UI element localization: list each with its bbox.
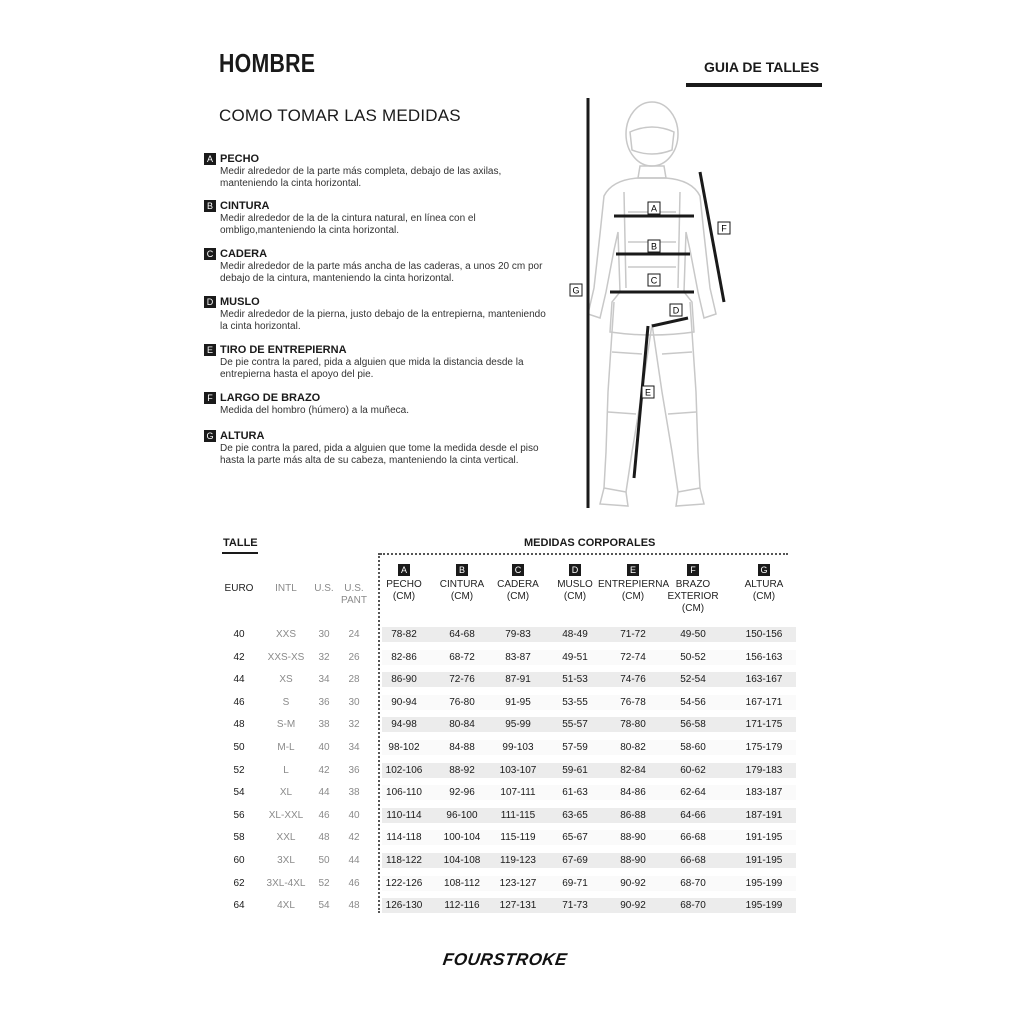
table-cell: 50 [233,741,245,753]
table-cell: 50-52 [680,651,706,663]
table-cell: 36 [348,764,360,776]
table-cell: 40 [233,629,245,640]
measure-column-letter: F [687,564,699,576]
table-row [222,898,796,921]
table-cell: 92-96 [449,787,475,799]
table-cell: XXS [275,629,296,640]
thigh-measure-line [652,318,688,326]
table-cell: XXL [276,832,296,844]
table-cell: 51-53 [562,674,588,686]
table-cell: 34 [348,741,360,753]
measure-column-title: PECHO (CM) [386,579,422,602]
measure-name: ALTURA [220,430,265,442]
page-title: HOMBRE [219,48,316,78]
measure-letter-badge: C [204,248,216,260]
inseam-measure-line [634,326,648,478]
table-row [222,717,796,740]
figure-labels [570,202,730,398]
table-row [222,650,796,673]
measure-column-title: ALTURA (CM) [744,579,784,602]
table-cell: XXS-XS [267,651,305,663]
table-row [222,876,796,899]
measure-name: CADERA [220,248,268,260]
medidas-label: MEDIDAS CORPORALES [524,537,656,549]
table-cell: 191-195 [745,854,783,866]
measure-name: PECHO [220,153,260,165]
table-row [222,853,796,876]
measure-description: Medir alrededor de la de la cintura natural, en línea con el ombligo,manteniendo la cinta horizontal. [220,213,476,236]
measure-letter-badge: E [204,344,216,356]
table-cell: 48 [348,900,360,912]
table-cell: 44 [348,854,360,866]
measure-column-title: BRAZO EXTERIOR (CM) [667,579,719,614]
table-cell: S [282,696,290,708]
table-cell: 78-82 [391,629,417,640]
talle-underline [222,552,258,554]
table-cell: 195-199 [745,900,783,912]
figure-label-g: G [572,285,580,296]
table-cell: M-L [277,741,295,753]
table-cell: 66-68 [680,854,706,866]
figure-label-c: C [650,275,658,286]
measure-column-header [435,564,489,603]
measure-column-title: CADERA (CM) [497,579,539,602]
table-cell: 40 [318,741,330,753]
measure-description: Medir alrededor de la parte más ancha de las caderas, a unos 20 cm por debajo de la cintura, manteniendo la cinta horizontal. [220,261,543,284]
guide-label: GUIA DE TALLES [704,59,820,75]
table-cell: 54-56 [680,696,706,708]
table-cell: 62-64 [680,787,706,799]
size-table-body [222,627,796,921]
table-cell: 99-103 [502,741,534,753]
measure-column-title: ENTREPIERNA (CM) [598,579,670,602]
measure-name: CINTURA [220,200,270,212]
measure-column-letter: A [398,564,410,576]
size-column-header: U.S. PANT [341,583,367,606]
table-cell: 179-183 [745,764,783,776]
measure-column-letter: E [627,564,639,576]
table-cell: 42 [318,764,330,776]
dotted-rule-horizontal [380,553,788,555]
measure-column-letter: B [456,564,468,576]
table-cell: 167-171 [745,696,783,708]
table-cell: 100-104 [443,832,481,844]
table-row [222,785,796,808]
measure-column-title: CINTURA (CM) [439,579,485,602]
table-cell: 119-123 [500,854,536,866]
measure-column-header [491,564,545,603]
table-cell: 86-90 [391,674,417,686]
figure-label-d: D [672,305,680,316]
table-cell: 82-84 [620,764,646,776]
table-cell: 46 [233,696,245,708]
table-cell: 26 [348,651,360,663]
table-cell: 42 [348,832,360,844]
table-row [222,808,796,831]
measure-heading [204,343,554,357]
table-cell: 82-86 [391,651,417,663]
table-cell: 107-111 [500,787,536,799]
guide-underline [686,83,822,87]
figure-label-b: B [650,241,658,252]
table-cell: 76-78 [620,696,646,708]
table-cell: 54 [233,787,245,799]
body-figure-illustration [548,92,788,512]
measure-column-letter: C [512,564,524,576]
table-cell: 58-60 [680,741,706,753]
table-cell: 112-116 [444,900,480,912]
figure-label-f: F [721,223,727,234]
table-row [222,763,796,786]
table-cell: 68-70 [680,900,706,912]
measure-letter-badge: D [204,296,216,308]
table-cell: 56-58 [680,719,706,731]
table-cell: 91-95 [505,696,531,708]
table-cell: 94-98 [391,719,417,731]
table-cell: 84-86 [620,787,646,799]
table-cell: 65-67 [562,832,588,844]
rider-outline [588,102,716,506]
table-cell: 36 [318,696,330,708]
measure-heading [204,429,554,443]
table-cell: 59-61 [562,764,588,776]
table-cell: 52-54 [680,674,706,686]
table-cell: 106-110 [386,787,422,799]
table-cell: 87-91 [505,674,531,686]
table-cell: 60 [233,854,245,866]
figure-label-a: A [650,203,658,214]
table-cell: 53-55 [562,696,588,708]
table-cell: 64 [233,900,245,912]
table-cell: 46 [318,809,330,821]
table-cell: 49-51 [562,651,588,663]
table-cell: L [283,764,289,776]
table-cell: 48-49 [562,629,588,640]
table-cell: 72-76 [449,674,475,686]
table-cell: 55-57 [562,719,588,731]
table-cell: 74-76 [620,674,646,686]
table-cell: 66-68 [680,832,706,844]
table-cell: 98-102 [388,741,420,753]
table-row [222,672,796,695]
table-cell: 104-108 [443,854,481,866]
table-cell: 64-68 [449,629,475,640]
table-cell: 64-66 [680,809,706,821]
table-cell: 24 [348,629,360,640]
table-cell: 68-72 [449,651,475,663]
table-row [222,695,796,718]
table-cell: 115-119 [500,832,536,844]
size-column-header: U.S. [314,583,334,594]
measure-item [204,295,554,332]
table-cell: 67-69 [562,854,588,866]
table-cell: 50 [318,854,330,866]
table-row [222,830,796,853]
table-cell: 83-87 [505,651,531,663]
table-cell: 118-122 [386,854,422,866]
table-cell: 63-65 [562,809,588,821]
table-cell: 52 [233,764,245,776]
table-cell: 44 [318,787,330,799]
size-column-header: EURO [224,583,254,594]
table-cell: 102-106 [385,764,423,776]
table-cell: 58 [233,832,245,844]
table-cell: 88-90 [620,832,646,844]
measure-item [204,391,554,417]
measure-name: MUSLO [220,296,260,308]
measure-item [204,247,554,284]
measure-description: Medir alrededor de la pierna, justo debajo de la entrepierna, manteniendo la cinta horizontal. [220,309,546,332]
table-cell: 88-92 [449,764,475,776]
table-cell: 38 [348,787,360,799]
measure-item [204,343,554,380]
table-cell: 108-112 [444,877,480,889]
figure-label-e: E [644,387,652,398]
table-cell: 3XL [277,854,295,866]
measure-description: De pie contra la pared, pida a alguien que tome la medida desde el piso hasta la parte más alta de su cabeza, manteniendo la cinta vertical. [220,443,539,466]
table-cell: 48 [233,719,245,731]
table-cell: 48 [318,832,330,844]
table-cell: 34 [318,674,330,686]
table-cell: 156-163 [745,651,783,663]
measure-letter-badge: G [204,430,216,442]
table-cell: 96-100 [446,809,478,821]
measure-description: Medida del hombro (húmero) a la muñeca. [220,405,409,416]
table-cell: 40 [348,809,360,821]
table-cell: 111-115 [500,809,536,821]
table-cell: 72-74 [620,651,646,663]
measure-heading [204,295,554,309]
table-cell: XL [279,787,293,799]
table-cell: XL-XXL [268,809,304,821]
table-cell: 71-73 [562,900,588,912]
measure-heading [204,391,554,405]
table-cell: 191-195 [745,832,783,844]
measure-item [204,199,554,236]
table-cell: 171-175 [745,719,783,731]
table-cell: 30 [348,696,360,708]
howto-title: COMO TOMAR LAS MEDIDAS [219,106,461,125]
table-cell: 78-80 [620,719,646,731]
table-cell: 80-82 [620,741,646,753]
measure-heading [204,199,554,213]
table-cell: 150-156 [745,629,783,640]
table-cell: 46 [348,877,360,889]
table-cell: 4XL [277,900,295,912]
table-row [222,740,796,763]
table-cell: 76-80 [449,696,475,708]
table-cell: 90-92 [620,877,646,889]
table-cell: 90-92 [620,900,646,912]
table-cell: 49-50 [680,629,706,640]
table-cell: 56 [233,809,245,821]
table-cell: 103-107 [499,764,537,776]
table-cell: 187-191 [745,809,783,821]
measure-column-letter: G [758,564,770,576]
table-cell: 95-99 [505,719,531,731]
table-cell: 52 [318,877,330,889]
measure-item [204,152,554,189]
table-cell: 42 [233,651,245,663]
table-cell: 32 [318,651,330,663]
measure-column-header [598,564,668,603]
measure-column-header [734,564,794,603]
size-column-header: INTL [275,583,297,594]
measure-column-header [661,564,725,615]
measure-description: De pie contra la pared, pida a alguien que mida la distancia desde la entrepierna hasta el apoyo del pie. [220,357,524,380]
measure-column-letter: D [569,564,581,576]
table-cell: 28 [348,674,360,686]
table-cell: 175-179 [745,741,783,753]
table-cell: 90-94 [391,696,417,708]
measure-description: Medir alrededor de la parte más completa, debajo de las axilas, manteniendo la cinta horizontal. [220,166,502,189]
table-cell: 3XL-4XL [266,877,306,889]
measure-letter-badge: A [204,153,216,165]
brand-logo: FOURSTROKE [441,950,569,969]
table-cell: 79-83 [505,629,531,640]
measure-item [204,429,554,466]
measure-name: TIRO DE ENTREPIERNA [220,344,347,356]
table-cell: 195-199 [745,877,783,889]
table-cell: 163-167 [745,674,783,686]
table-cell: 38 [318,719,330,731]
measure-column-header [377,564,431,603]
table-row [222,627,796,650]
table-cell: 183-187 [745,787,783,799]
table-cell: 30 [318,629,330,640]
measure-column-header [550,564,600,603]
talle-label: TALLE [223,537,258,549]
table-cell: 69-71 [562,877,588,889]
table-cell: XS [279,674,293,686]
table-cell: 60-62 [680,764,706,776]
table-cell: 44 [233,674,245,686]
table-cell: 126-130 [385,900,423,912]
measure-name: LARGO DE BRAZO [220,392,321,404]
table-cell: 71-72 [620,629,646,640]
table-cell: 68-70 [680,877,706,889]
table-cell: 86-88 [620,809,646,821]
table-cell: 57-59 [562,741,588,753]
table-cell: 110-114 [386,809,422,821]
table-cell: 61-63 [562,787,588,799]
table-cell: 84-88 [449,741,475,753]
table-cell: 127-131 [499,900,537,912]
measure-heading [204,152,554,166]
table-cell: 122-126 [385,877,423,889]
table-cell: 80-84 [449,719,475,731]
table-cell: 88-90 [620,854,646,866]
table-cell: 123-127 [499,877,537,889]
measure-column-title: MUSLO (CM) [557,579,593,602]
table-cell: 54 [318,900,330,912]
measure-letter-badge: F [204,392,216,404]
measure-letter-badge: B [204,200,216,212]
table-cell: 32 [348,719,360,731]
table-cell: 62 [233,877,245,889]
measure-heading [204,247,554,261]
table-cell: S-M [276,719,296,731]
table-cell: 114-118 [386,832,422,844]
